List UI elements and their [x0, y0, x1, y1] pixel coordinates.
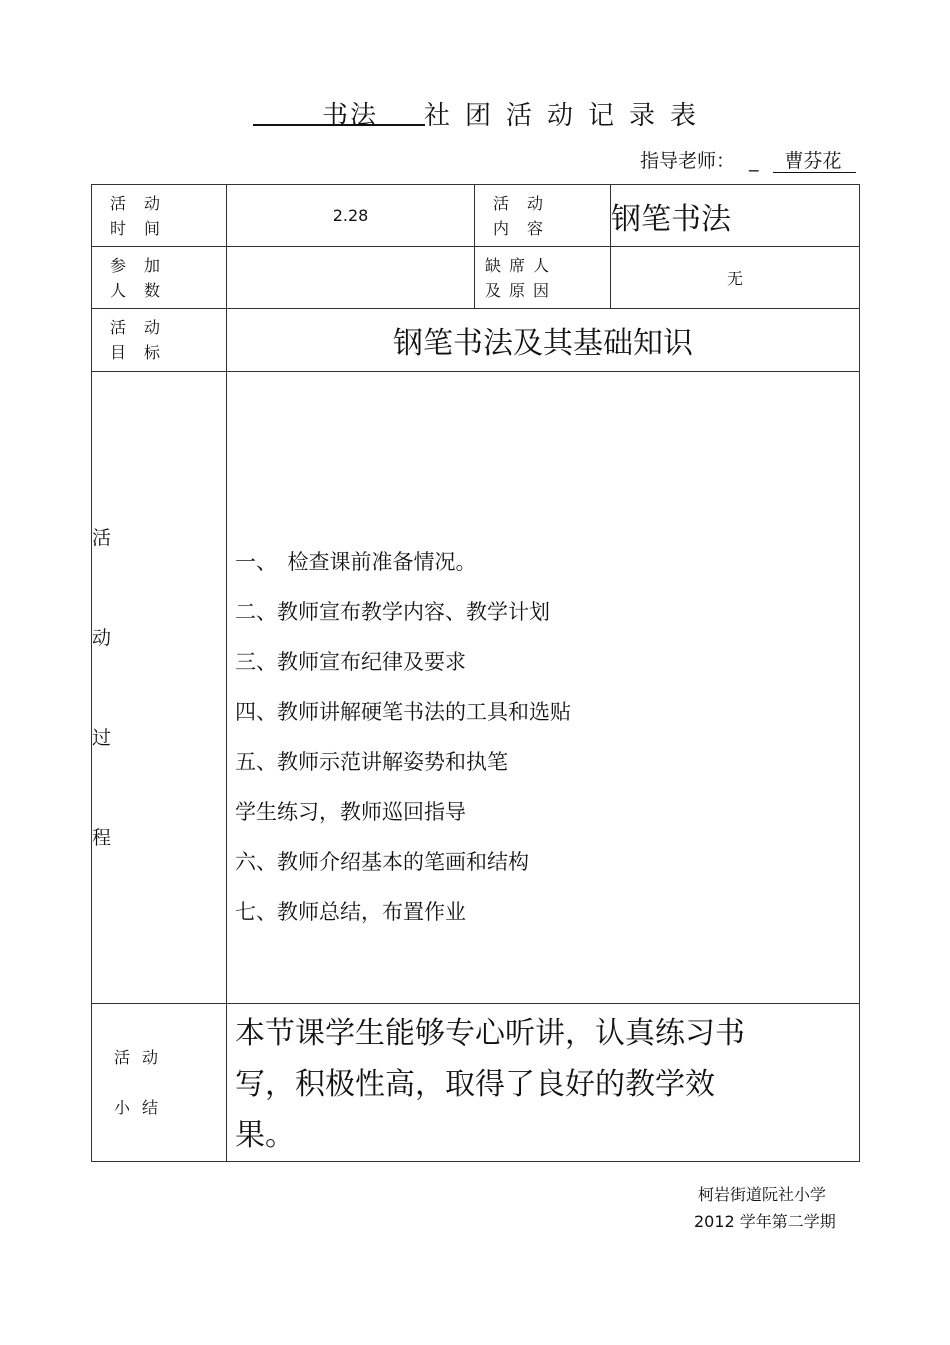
process-step: 七、教师总结，布置作业: [235, 899, 466, 924]
page-title: 社团活动记录表: [424, 101, 712, 131]
teacher-dash: _: [749, 150, 759, 172]
activity-record-table: [91, 184, 860, 1162]
absence-value-text: 无: [726, 269, 743, 288]
summary-label-cell: [92, 1004, 227, 1162]
participants-value: [227, 247, 475, 309]
row-summary: [92, 1004, 860, 1162]
absence-value-cell: [611, 247, 860, 309]
process-steps-cell: [227, 372, 860, 1004]
row-participants-absence: [92, 247, 860, 309]
process-step: 四、教师讲解硬笔书法的工具和选贴: [235, 699, 571, 724]
summary-value-cell: [227, 1004, 860, 1162]
footer-school: 柯岩街道阮社小学: [698, 1185, 827, 1204]
content-value-cell: [611, 185, 860, 247]
footer-term: 2012 学年第二学期: [694, 1212, 836, 1231]
content-label-line2: 内容: [493, 218, 562, 238]
content-value-text: 钢笔书法: [611, 201, 731, 237]
summary-label-line1: 活动: [114, 1047, 171, 1067]
goal-label-cell: [92, 309, 227, 372]
time-value-text: 2.28: [332, 206, 369, 225]
goal-label-line1: 活动: [110, 318, 179, 337]
process-step: 五、教师示范讲解姿势和执笔: [235, 749, 508, 774]
content-label-line1: 活动: [493, 193, 562, 213]
process-step: 一、 检查课前准备情况。: [235, 549, 477, 574]
process-label-char: 程: [92, 826, 112, 849]
absence-label-line1: 缺席人: [485, 255, 558, 275]
row-process: [92, 372, 860, 1004]
process-step: 二、教师宣布教学内容、教学计划: [235, 599, 550, 624]
teacher-label: 指导老师：: [640, 150, 736, 172]
summary-label-line2: 小结: [114, 1097, 171, 1117]
process-step: 学生练习，教师巡回指导: [235, 799, 466, 824]
process-label-char: 动: [92, 626, 112, 649]
participants-label-cell: [92, 247, 227, 309]
goal-value-text: 钢笔书法及其基础知识: [393, 326, 693, 361]
goal-label-line2: 目标: [110, 343, 179, 362]
content-label-cell: [475, 185, 611, 247]
process-step: 三、教师宣布纪律及要求: [235, 649, 466, 674]
absence-label-cell: [475, 247, 611, 309]
process-label-char: 过: [92, 726, 112, 749]
time-label-line2: 时间: [110, 218, 179, 238]
process-label-cell: [92, 372, 227, 1004]
participants-label-line2: 人数: [110, 280, 179, 300]
row-goal: [92, 309, 860, 372]
participants-label-line1: 参加: [110, 255, 179, 275]
process-label-char: 活: [92, 526, 112, 549]
summary-value-text: 本节课学生能够专心听讲，认真练习书写，积极性高，取得了良好的教学效果。: [235, 1016, 745, 1153]
teacher-name: 曹芬花: [773, 150, 856, 173]
time-label-cell: [92, 185, 227, 247]
goal-value-cell: [227, 309, 860, 372]
row-time-content: [92, 185, 860, 247]
absence-label-line2: 及原因: [485, 280, 558, 300]
teacher-line: [640, 146, 856, 173]
process-step: 六、教师介绍基本的笔画和结构: [235, 849, 529, 874]
club-name: 书法: [322, 101, 379, 131]
time-label-line1: 活动: [110, 193, 179, 213]
time-value: [227, 185, 475, 247]
